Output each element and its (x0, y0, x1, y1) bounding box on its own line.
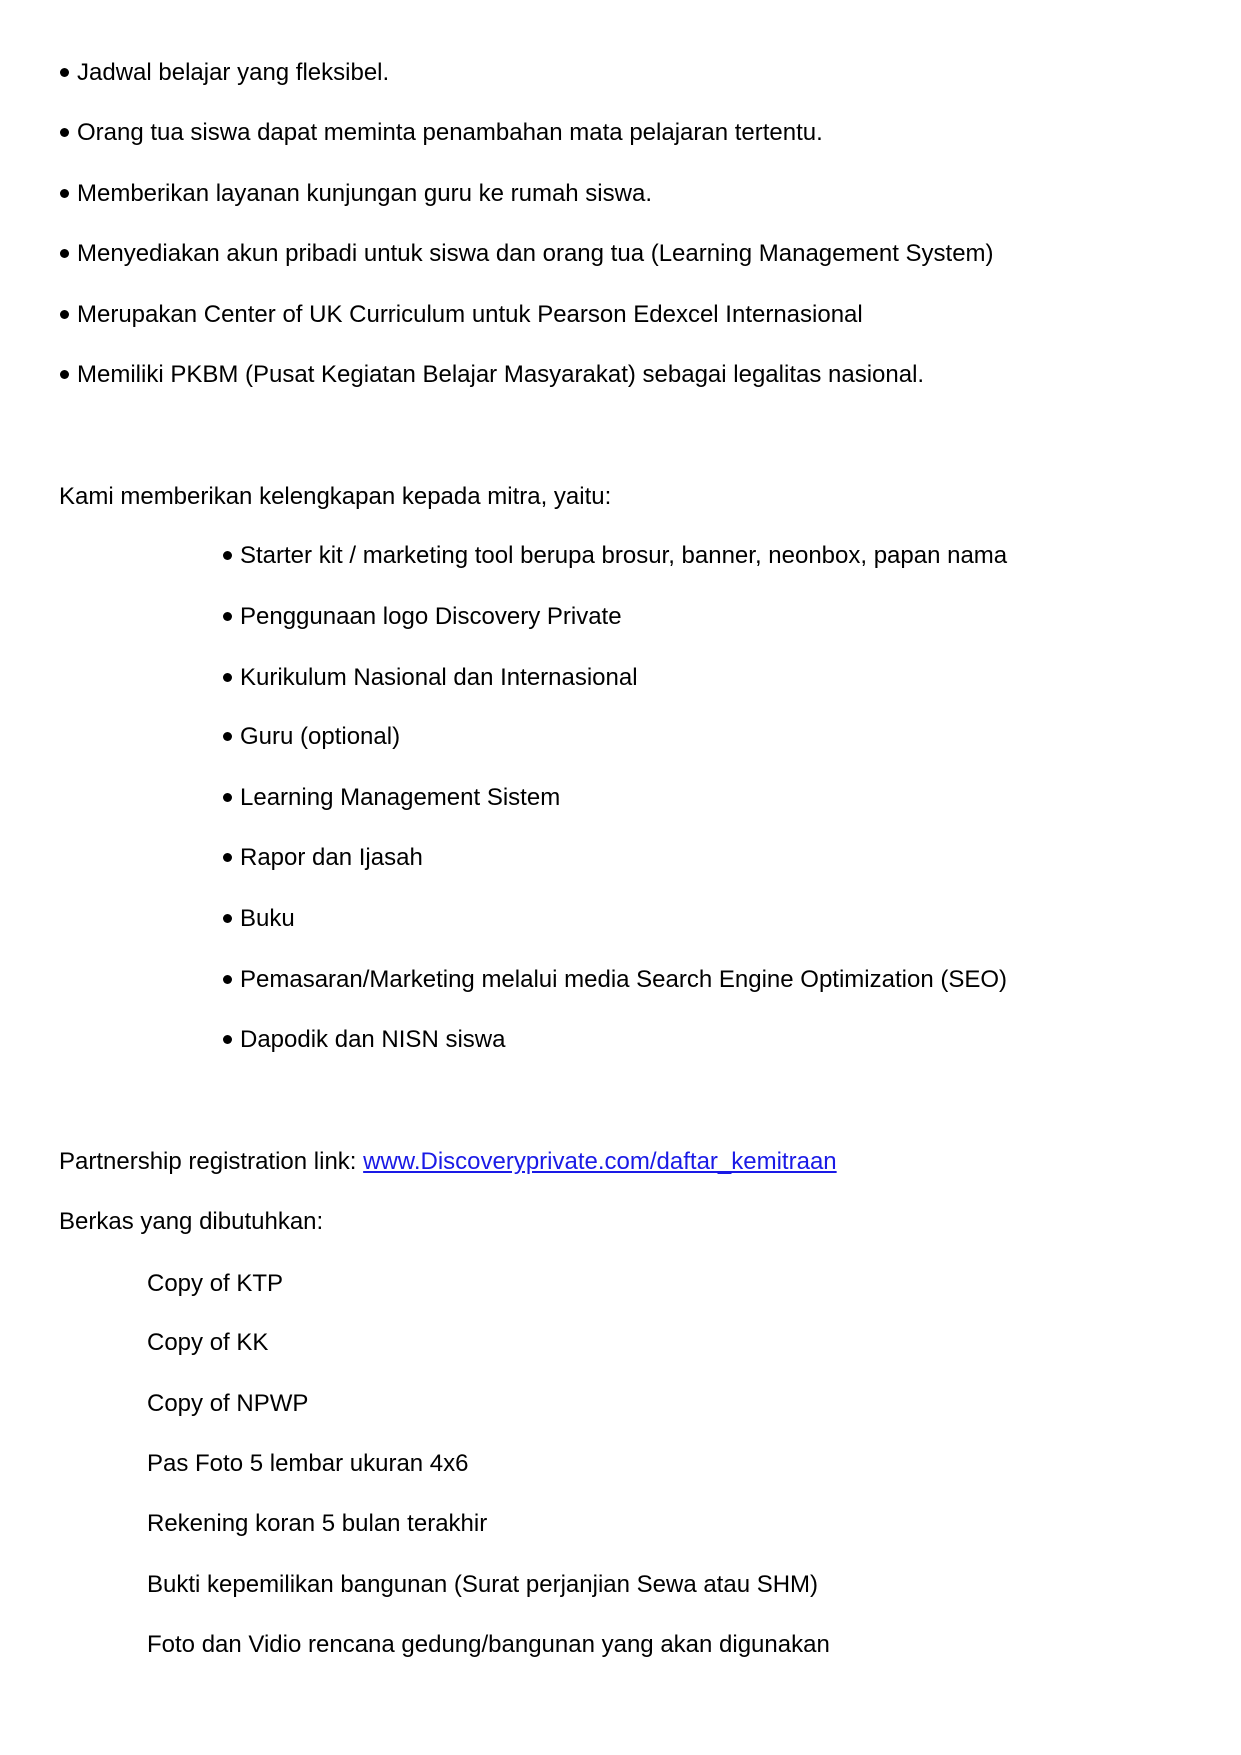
bullet-icon (223, 732, 232, 741)
registration-link[interactable]: www.Discoveryprivate.com/daftar_kemitraan (363, 1148, 837, 1175)
feature-item (60, 59, 389, 87)
partner-item-text: Rapor dan Ijasah (240, 844, 423, 871)
partner-item (223, 844, 423, 872)
feature-text: Jadwal belajar yang fleksibel. (77, 59, 390, 86)
partner-item (223, 664, 638, 692)
feature-text: Menyediakan akun pribadi untuk siswa dan orang tua (Learning Management System) (77, 240, 994, 267)
bullet-icon (223, 853, 232, 862)
bullet-icon (60, 249, 69, 258)
partner-item-text: Kurikulum Nasional dan Internasional (240, 664, 638, 691)
document-item: Bukti kepemilikan bangunan (Surat perjanjian Sewa atau SHM) (147, 1571, 819, 1598)
partner-item-text: Learning Management Sistem (240, 784, 561, 811)
feature-text: Memiliki PKBM (Pusat Kegiatan Belajar Masyarakat) sebagai legalitas nasional. (77, 361, 925, 388)
bullet-icon (223, 975, 232, 984)
partner-intro: Kami memberikan kelengkapan kepada mitra, yaitu: (59, 483, 612, 510)
bullet-icon (223, 612, 232, 621)
partner-item (223, 603, 622, 631)
partner-item-text: Buku (240, 905, 295, 932)
feature-item (60, 119, 823, 147)
bullet-icon (223, 1035, 232, 1044)
feature-item (60, 180, 652, 208)
partner-item (223, 542, 1007, 570)
partner-item-text: Dapodik dan NISN siswa (240, 1026, 506, 1053)
document-item: Pas Foto 5 lembar ukuran 4x6 (147, 1450, 469, 1477)
bullet-icon (60, 128, 69, 137)
bullet-icon (223, 914, 232, 923)
document-item: Copy of KK (147, 1329, 269, 1356)
feature-item (60, 240, 994, 268)
partner-item-text: Pemasaran/Marketing melalui media Search Engine Optimization (SEO) (240, 966, 1008, 993)
partner-item-text: Penggunaan logo Discovery Private (240, 603, 622, 630)
feature-text: Orang tua siswa dapat meminta penambahan mata pelajaran tertentu. (77, 119, 823, 146)
registration-line (59, 1148, 837, 1176)
registration-label: Partnership registration link: (59, 1148, 364, 1175)
document-item: Rekening koran 5 bulan terakhir (147, 1510, 488, 1537)
bullet-icon (223, 793, 232, 802)
document-item: Foto dan Vidio rencana gedung/bangunan yang akan digunakan (147, 1631, 830, 1658)
partner-item-text: Starter kit / marketing tool berupa brosur, banner, neonbox, papan nama (240, 542, 1008, 569)
bullet-icon (223, 551, 232, 560)
feature-text: Memberikan layanan kunjungan guru ke rumah siswa. (77, 180, 652, 207)
bullet-icon (60, 68, 69, 77)
partner-item (223, 784, 560, 812)
feature-text: Merupakan Center of UK Curriculum untuk Pearson Edexcel Internasional (77, 301, 863, 328)
feature-item (60, 361, 924, 389)
documents-intro: Berkas yang dibutuhkan: (59, 1208, 324, 1235)
partner-item (223, 723, 400, 751)
feature-item (60, 301, 863, 329)
document-item: Copy of KTP (147, 1270, 284, 1297)
partner-item-text: Guru (optional) (240, 723, 401, 750)
bullet-icon (60, 189, 69, 198)
document-item: Copy of NPWP (147, 1390, 309, 1417)
partner-item (223, 1026, 505, 1054)
bullet-icon (60, 310, 69, 319)
partner-item (223, 966, 1007, 994)
bullet-icon (223, 673, 232, 682)
partner-item (223, 905, 295, 933)
bullet-icon (60, 370, 69, 379)
